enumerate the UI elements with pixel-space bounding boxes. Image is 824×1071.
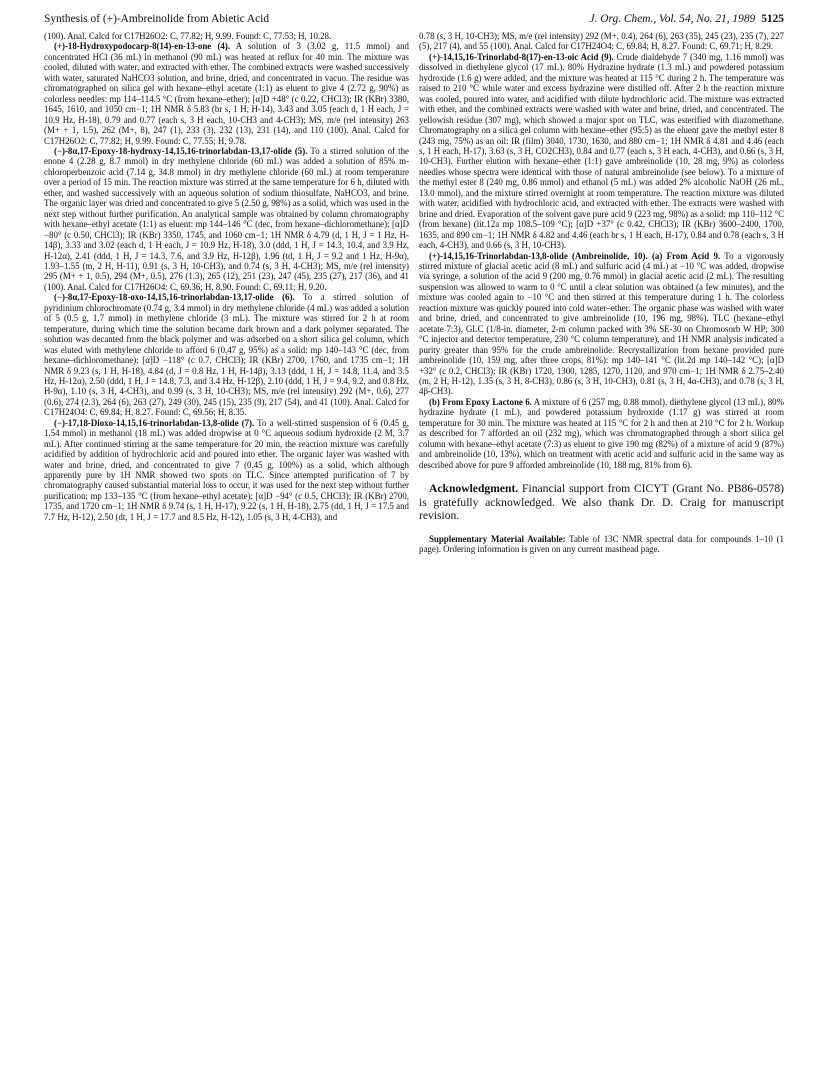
paragraph-compound-5 — [44, 146, 409, 292]
compound-heading: (b) From Epoxy Lactone 6. — [429, 396, 532, 407]
paragraph-body: To a stirred solution of the enone 4 (2.28 g, 8.7 mmol) in dry methylene chloride (60 mL) was added a solution of 85% m-chloroperbenzoic acid (7.14 g, 34.8 mmol) in dry methylene chloride (60 mL) at room temperature over a period of 15 min. The reaction mixture was stirred at the same temperature for 6 h, diluted with ether, and washed successively with an aqueous solution of sodium thiosulfate, NaHCO3, and brine. The organic layer was dried and concentrated to give 5 (2.50 g, 98%) as a solid, which was used in the next step without further purification. An analytical sample was obtained by column chromatography with hexane–ethyl acetate (1:1) as eluent: mp 144–146 °C (dec, from hexane–dichloromethane); [α]D −80° (c 0.50, CHCl3); IR (KBr) 3350, 1745, and 1060 cm−1; 1H NMR δ 4.79 (d, 1 H, J = 1 Hz, H-14β), 3.33 and 3.02 (each d, 1 H each, J = 10.9 Hz, H-18), 3.0 (ddd, 1 H, J = 14.3, 10.4, and 3.9 Hz, H-12α), 2.41 (ddd, 1 H, J = 14.3, 7.6, and 3.9 Hz, H-12β), 1.96 (td, 1 H, J = 9.2 and 1 Hz, H-9α), 1.93–1.55 (m, 2 H, H-11), 0.91 (s, 3 H, 10-CH3), and 0.74 (s, 3 H, 4-CH3); MS, m/e (rel intensity) 295 (M+ + 1, 0.5), 294 (M+, 0.5), 276 (1.3), 265 (12), 251 (23), 247 (45), 235 (27), 217 (36), and 41 (100). Anal. Calcd for C17H26O4: C, 69.36; H, 8.90. Found: C, 69.11; H, 9.20. — [44, 145, 410, 292]
compound-heading: (+)-14,15,16-Trinorlabd-8(17)-en-13-oic Acid (9). — [429, 51, 614, 62]
paragraph-body: 0.78 (s, 3 H, 10-CH3); MS, m/e (rel intensity) 292 (M+, 0.4), 264 (6), 263 (35), 245 (23), 235 (7), 227 (5), 217 (4), and 55 (100). Anal. Calcd for C17H24O4: C, 69.84; H, 8.27. Found: C, 69.71; H, 8.29. — [419, 31, 784, 52]
compound-heading: (+)-18-Hydroxypodocarp-8(14)-en-13-one (4). — [54, 41, 231, 52]
journal-name: J. Org. Chem., Vol. 54, No. 21, 1989 — [589, 13, 756, 25]
compound-heading: (−)-17,18-Dioxo-14,15,16-trinorlabdan-13,8-olide (7). — [54, 417, 255, 428]
paragraph-body: To a vigorously stirred mixture of glacial acetic acid (8 mL) and sulfuric acid (4 mL) at −10 °C was added, dropwise via syringe, a solution of the acid 9 (200 mg, 0.76 mmol) in glacial acetic acid (2 mL). The resulting suspension was allowed to warm to 0 °C until a clear solution was obtained (a few minutes), and the mixture was cooled again to −10 °C and then stirred at this temperature during 1 h. The colorless reaction mixture was quickly poured into cold water–ether. The organic phase was washed with water and brine, dried, and concentrated to give ambreinolide (10, 196 mg, 98%). TLC (hexane–ethyl acetate 7:3), GLC (1/8-in. diameter, 2-m column packed with 3% SE-30 on Chromosorb W HP; 300 °C injector and detector temperature, 230 °C column temperature), and 1H NMR analysis indicated a purity greater than 95% for the crude ambreinolide. Recrystallization from hexane provided pure ambreinolide (10, 159 mg, after three crops, 81%): mp 140–141 °C (lit.2d mp 140–142 °C); [α]D +32° (c 0.2, CHCl3); IR (KBr) 1720, 1300, 1285, 1270, 1120, and 970 cm−1; 1H NMR δ 2.75–2.40 (m, 2 H, H-12), 1.35 (s, 3 H, 8-CH3), 0.86 (s, 3 H, 10-CH3), 0.81 (s, 3 H, 4α-CH3), and 0.78 (s, 3 H, 4β-CH3). — [419, 250, 785, 397]
paragraph-body: (100). Anal. Calcd for C17H26O2: C, 77.82; H, 9.99. Found: C, 77.53; H, 10.28. — [44, 31, 332, 41]
paragraph-ambreinolide-a — [419, 251, 784, 397]
supplementary-material — [419, 534, 784, 555]
compound-heading: (−)-8α,17-Epoxy-18-hydroxy-14,15,16-trinorlabdan-13,17-olide (5). — [54, 145, 308, 156]
compound-heading: (+)-14,15,16-Trinorlabdan-13,8-olide (Ambreinolide, 10). (a) From Acid 9. — [429, 250, 721, 261]
supplementary-heading: Supplementary Material Available: — [429, 533, 566, 544]
page-number: 5125 — [761, 13, 784, 25]
paragraph-body: A mixture of 6 (257 mg, 0.88 mmol), diethylene glycol (13 mL), 80% hydrazine hydrate (1 mL), and powdered potassium hydroxide (1.17 g) was stirred at room temperature for 30 min. The mixture was heated at 115 °C for 2 h and then at 210 °C for 2 h. Workup as described for 7 afforded an oil (232 mg), which was chromatographed through a short silica gel column with hexane–ethyl acetate (7:3) as eluent to give 190 mg (82%) of a mixture of acid 9 (87%) and ambreinolide (10, 13%), which on treatment with acetic acid and sulfuric acid in the same way as described above for pure 9 afforded ambreinolide (10, 188 mg, 81% from 6). — [419, 396, 784, 470]
paragraph-compound-6 — [44, 292, 409, 417]
paragraph-body: A solution of 3 (3.02 g, 11.5 mmol) and concentrated HCl (36 mL) in methanol (90 mL) was heated at reflux for 40 min. The mixture was cooled, diluted with water, and extracted with ether. The combined extracts were washed successively with water, saturated NaHCO3 solution, and brine, dried, and concentrated in vacuo. The residue was chromatographed on silica gel with hexane–ethyl acetate (1:1) as eluent to give 4 (2.72 g, 90%) as colorless needles: mp 114–114.5 °C (from hexane–ether); [α]D +48° (c 0.22, CHCl3); IR (KBr) 3380, 1645, 1610, and 1050 cm−1; 1H NMR δ 5.83 (br s, 1 H, H-14), 3.43 and 3.05 (each d, 1 H each, J = 10.9 Hz, H-18), 0.79 and 0.77 (each s, 3 H each, 10-CH3 and 4-CH3); MS, m/e (rel intensity) 263 (M+ + 1, 1.5), 262 (M+, 8), 247 (1), 233 (3), 232 (13), 231 (14), and 110 (100). Anal. Calcd for C17H26O2: C, 77.82; H, 9.99. Found: C, 77.55; H, 9.78. — [44, 41, 409, 146]
paragraph-ambreinolide-b — [419, 397, 784, 470]
acknowledgment — [419, 482, 784, 523]
paragraph-compound-9 — [419, 52, 784, 251]
paragraph-body: To a stirred solution of pyridinium chlorochromate (0.74 g, 3.4 mmol) in dry methylene chloride (4 mL) was added a solution of 5 (0.5 g, 1.7 mmol) in methylene chloride (3 mL). The mixture was stirred for 2 h at room temperature, during which time the solution became dark brown and a dark polymer separated. The solution was decanted from the black polymer and was adsorbed on a short silica gel column, which was eluted with methylene chloride to afford 6 (0.47 g, 95%) as a solid: mp 140–143 °C (dec, from hexane–dichloromethane); [α]D −118° (c 0.7, CHCl3); IR (KBr) 2700, 1760, and 1735 cm−1; 1H NMR δ 9.23 (s, 1 H, H-18), 4.84 (d, J = 0.8 Hz, 1 H, H-14β), 3.13 (ddd, 1 H, J = 14.8, 11.4, and 3.5 Hz, H-12α), 2.50 (ddd, 1 H, J = 14.8, 7.3, and 3.4 Hz, H-12β), 2.10 (ddd, 1 H, J = 9.4, 9.2, and 0.8 Hz, H-9α), 1.10 (s, 3 H, 4-CH3), and 0.99 (s, 3 H, 10-CH3); MS, m/e (rel intensity) 292 (M+, 0.6), 277 (0.6), 274 (2.3), 264 (6), 263 (27), 249 (30), 245 (15), 235 (9), 217 (54), and 41 (100). Anal. Calcd for C17H24O4: C, 69.84; H, 8.27. Found: C, 69.56; H, 8.35. — [44, 292, 409, 418]
compound-heading: (−)-8α,17-Epoxy-18-oxo-14,15,16-trinorlabdan-13,17-olide (6). — [54, 292, 295, 303]
paragraph-compound-7 — [44, 418, 409, 523]
right-column — [419, 31, 784, 554]
paragraph-compound-4 — [44, 41, 409, 146]
paragraph-body: Crude dialdehyde 7 (340 mg, 1.16 mmol) was dissolved in diethylene glycol (17 mL). 80% Hydrazine hydrate (1.3 mL) and powdered potassium hydroxide (1.6 g) were added, and the mixture was heated at 115 °C during 2 h. The temperature was raised to 210 °C while water and excess hydrazine were distilled off. After 2 h the reaction mixture was cooled, poured into water, and acidified with dilute hydrochloric acid. The mixture was extracted with ether, and the combined extracts were washed with water and brine, dried, and concentrated. The yellowish residue (307 mg), which showed a major spot on TLC, was esterified with diazomethane. Chromatography on a silica gel column with hexane–ether (95:5) as the eluent gave the methyl ester 8 (243 mg, 75%) as an oil: IR (film) 3040, 1730, 1630, and 880 cm−1; 1H NMR δ 4.81 and 4.46 (each s, 1 H each, H-17), 3.63 (s, 3 H, CO2CH3), 0.84 and 0.77 (each s, 3 H each, 4-CH3), and 0.66 (s, 3 H, 10-CH3). Further elution with hexane–ether (1:1) gave ambreinolide (10, 28 mg, 9%) as colorless needles whose spectra were identical with those of natural ambreinolide (see below). To a mixture of the methyl ester 8 (240 mg, 0.86 mmol) and ethanol (5 mL) was added 2% alcoholic NaOH (26 mL, 13.0 mmol), and the mixture stirred overnight at room temperature. The reaction mixture was diluted with water, acidified with hydrochloric acid, and extracted with ether. The extracts were washed with brine and dried. Evaporation of the solvent gave pure acid 9 (223 mg, 98%) as a solid: mp 110–112 °C (from hexane) (lit.12a mp 108.5–109 °C); [α]D +37° (c 0.42, CHCl3); IR (KBr) 3600–2400, 1700, 1635, and 890 cm−1; 1H NMR δ 4.82 and 4.46 (each br s, 1 H each, H-17), 0.84 and 0.78 (each s, 3 H each, 4-CH3), and 0.66 (s, 3 H, 10-CH3). — [419, 51, 784, 251]
paragraph-continued — [44, 31, 409, 41]
acknowledgment-heading: Acknowledgment. — [429, 482, 519, 496]
article-short-title: Synthesis of (+)-Ambreinolide from Abietic Acid — [44, 13, 270, 25]
supplementary-body: Table of 13C NMR spectral data for compounds 1–10 (1 page). Ordering information is given on any current masthead page. — [419, 533, 784, 554]
paragraph-body: To a well-stirred suspension of 6 (0.45 g, 1.54 mmol) in methanol (18 mL) was added dropwise at 0 °C aqueous sodium hydroxide (2 M, 3.7 mL). After continued stirring at the same temperature for 20 min, the reaction mixture was carefully acidified by addition of hydrochloric acid and poured into ether. The organic layer was washed with water and brine, dried, and concentrated to give 7 (0.45 g, 100%) as a solid, which although apparently pure by 1H NMR showed two spots on TLC. Since attempted purification of 7 by chromatography caused substantial material loss to occur, it was used for the next step without further purification; mp 133–135 °C (from hexane–ethyl acetate); [α]D −94° (c 0.5, CHCl3); IR (KBr) 2700, 1735, and 1720 cm−1; 1H NMR δ 9.74 (s, 1 H, H-17), 9.22 (s, 1 H, H-18), 2.75 (dd, 1 H, J = 17.5 and 7.7 Hz, H-12), 2.50 (dt, 1 H, J = 17.7 and 8.5 Hz, H-12), 1.05 (s, 3 H, 4-CH3), and — [44, 417, 409, 522]
left-column — [44, 31, 409, 522]
running-header — [44, 12, 784, 28]
paragraph-continued — [419, 31, 784, 52]
journal-citation — [590, 12, 784, 26]
acknowledgment-body: Financial support from CICYT (Grant No. PB86-0578) is gratefully acknowledged. We also thank Dr. D. Craig for manuscript revision. — [419, 482, 784, 523]
